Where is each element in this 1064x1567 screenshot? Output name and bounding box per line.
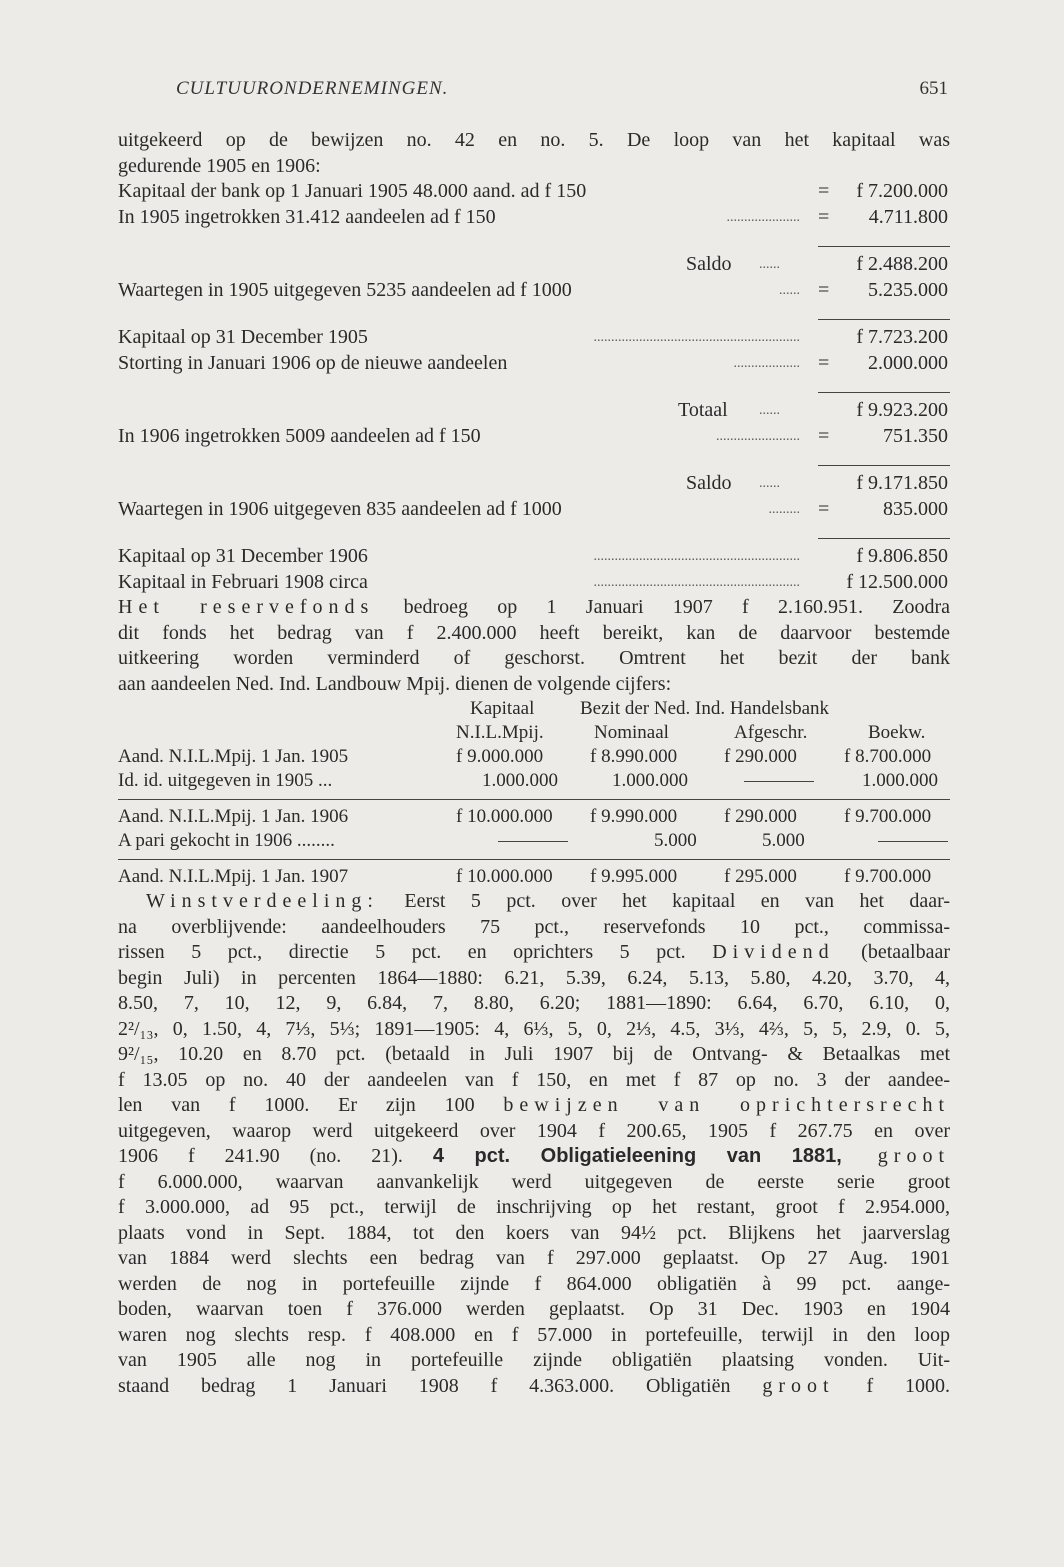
text-line xyxy=(118,1144,950,1170)
row-leader-dots: ........................................................... xyxy=(593,330,800,345)
table-header: Boekw. xyxy=(868,722,926,743)
table-cell: f 290.000 xyxy=(724,746,797,767)
table-cell: Aand. N.I.L.Mpij. 1 Jan. 1906 xyxy=(118,806,349,827)
rule-spacer xyxy=(118,230,950,252)
text-line: f 13.05 op no. 40 der aandeelen van f 150, en met f 87 op no. 3 der aandee- xyxy=(118,1068,950,1091)
text-line: 8.50, 7, 10, 12, 9, 6.84, 7, 8.80, 6.20; 1881—1890: 6.64, 6.70, 6.10, 0, xyxy=(118,992,950,1014)
capital-row xyxy=(118,179,950,205)
table-cell-dash xyxy=(878,829,948,853)
text-line: plaats vond in Sept. 1884, tot den koers van 94½ pct. Blijkens het jaarverslag xyxy=(118,1221,950,1244)
text-line: van 1905 alle nog in portefeuille zijnde obligatiën plaatsing vonden. Uit- xyxy=(118,1349,950,1371)
row-equals: = xyxy=(818,351,830,374)
row-equals: = xyxy=(818,497,830,520)
reserve-term: Het reservefonds xyxy=(118,596,375,618)
row-label: In 1906 ingetrokken 5009 aandeelen ad f 150 xyxy=(118,424,481,447)
table-cell: f 10.000.000 xyxy=(456,866,553,887)
text-span: f 1000. xyxy=(834,1374,950,1397)
row-value: f 2.488.200 xyxy=(856,253,948,275)
sum-rule xyxy=(818,465,950,466)
table-cell: f 9.700.000 xyxy=(844,806,932,827)
row-value: f 12.500.000 xyxy=(846,570,948,593)
rule-spacer xyxy=(118,522,950,544)
table-cell: f 290.000 xyxy=(724,806,797,827)
row-value: 5.235.000 xyxy=(868,278,948,301)
table-cell: 1.000.000 xyxy=(862,770,938,791)
row-label: Kapitaal op 31 December 1905 xyxy=(118,326,368,348)
table-cell: f 10.000.000 xyxy=(456,806,553,827)
row-leader-dots: ...... xyxy=(759,403,780,418)
table-cell: Aand. N.I.L.Mpij. 1 Jan. 1905 xyxy=(118,746,349,767)
row-leader-dots: ........................ xyxy=(716,428,800,444)
row-value: f 9.171.850 xyxy=(856,472,948,494)
capital-row xyxy=(118,398,950,424)
capital-row xyxy=(118,351,950,377)
loan-term: 4 pct. Obligatieleening van 1881, xyxy=(432,1145,842,1167)
dividend-term: Dividend xyxy=(712,941,835,963)
table-rule-row xyxy=(118,793,950,805)
table-cell: f 9.990.000 xyxy=(590,806,678,827)
text-span: 1906 f 241.90 (no. 21). xyxy=(118,1145,433,1167)
table-cell: 5.000 xyxy=(654,830,697,851)
text-span: (betaalbaar xyxy=(834,941,950,963)
table-rule xyxy=(118,799,950,800)
table-header-row xyxy=(118,721,950,745)
table-header: Bezit der Ned. Ind. Handelsbank xyxy=(580,698,830,719)
text-span: staand bedrag 1 Januari 1908 f 4.363.000. Obligatiën xyxy=(118,1374,763,1397)
capital-row xyxy=(118,278,950,304)
text-line: 9²/₁₅, 10.20 en 8.70 pct. (betaald in Juli 1907 bij de Ontvang- & Betaalkas met xyxy=(118,1043,950,1065)
text-span: bedroeg op 1 Januari 1907 f 2.160.951. Zoodra xyxy=(374,596,950,618)
row-label: Kapitaal der bank op 1 Januari 1905 48.000 aand. ad f 150 xyxy=(118,180,587,202)
capital-row xyxy=(118,471,950,497)
capital-row xyxy=(118,424,950,450)
row-leader-dots: ........................................................... xyxy=(593,549,800,564)
capital-row xyxy=(118,325,950,351)
capital-row xyxy=(118,544,950,570)
row-equals: = xyxy=(818,424,830,447)
row-leader-dots: ...... xyxy=(759,476,780,491)
row-label: Saldo xyxy=(686,472,732,494)
row-leader-dots: ...... xyxy=(759,257,780,272)
table-row xyxy=(118,805,950,829)
table-header-row xyxy=(118,697,950,721)
row-label: Kapitaal op 31 December 1906 xyxy=(118,545,368,567)
text-span: len van f 1000. Er zijn 100 xyxy=(118,1094,504,1116)
row-equals: = xyxy=(818,205,830,228)
text-span: rissen 5 pct., directie 5 pct. en oprichters 5 pct. xyxy=(118,941,713,963)
running-title: CULTUURONDERNEMINGEN. xyxy=(176,78,449,99)
table-header: Afgeschr. xyxy=(734,722,808,743)
text-line xyxy=(118,1093,950,1119)
rule-spacer xyxy=(118,449,950,471)
row-value: 4.711.800 xyxy=(868,205,948,228)
holdings-table xyxy=(118,697,950,889)
row-leader-dots: ......... xyxy=(768,501,800,517)
text-line: boden, waarvan toen f 376.000 werden geplaatst. Op 31 Dec. 1903 en 1904 xyxy=(118,1298,950,1320)
table-cell: f 8.700.000 xyxy=(844,746,932,767)
row-label: In 1905 ingetrokken 31.412 aandeelen ad f 150 xyxy=(118,205,496,228)
row-leader-dots: ................... xyxy=(733,355,800,371)
text-line xyxy=(118,889,950,915)
text-line: 2²/₁₃, 0, 1.50, 4, 7⅓, 5⅓; 1891—1905: 4, 6⅓, 5, 0, 2⅓, 4.5, 3⅓, 4⅔, 5, 5, 2.9, 0. 5, xyxy=(118,1017,950,1040)
table-cell-dash xyxy=(498,829,568,853)
row-label: Saldo xyxy=(686,253,732,275)
row-leader-dots: ...... xyxy=(779,282,800,298)
row-equals: = xyxy=(818,278,830,301)
table-rule xyxy=(118,859,950,860)
sum-rule xyxy=(818,392,950,393)
text-line xyxy=(118,595,950,621)
row-label: Waartegen in 1905 uitgegeven 5235 aandeelen ad f 1000 xyxy=(118,278,572,301)
capital-row xyxy=(118,570,950,596)
text-line: waren nog slechts resp. f 408.000 en f 57.000 in portefeuille, terwijl in den loop xyxy=(118,1323,950,1346)
row-leader-dots: ..................... xyxy=(726,209,800,225)
table-row xyxy=(118,829,950,853)
capital-row xyxy=(118,252,950,278)
table-rule-row xyxy=(118,853,950,865)
text-line: f 3.000.000, ad 95 pct., terwijl de inschrijving op het restant, groot f 2.954.000, xyxy=(118,1196,950,1218)
text-line: gedurende 1905 en 1906: xyxy=(118,154,321,177)
row-label: Kapitaal in Februari 1908 circa xyxy=(118,570,368,593)
table-row xyxy=(118,769,950,793)
table-cell: A pari gekocht in 1906 ........ xyxy=(118,830,335,851)
row-value: f 9.923.200 xyxy=(856,399,948,421)
table-header: N.I.L.Mpij. xyxy=(456,722,544,743)
table-row xyxy=(118,745,950,769)
text-line xyxy=(118,1374,950,1400)
table-cell: f 9.995.000 xyxy=(590,866,678,887)
row-value: f 9.806.850 xyxy=(856,545,948,567)
table-row xyxy=(118,865,950,889)
table-cell: f 9.700.000 xyxy=(844,866,932,887)
table-cell: Id. id. uitgegeven in 1905 ... xyxy=(118,770,333,791)
text-line: uitgegeven, waarop werd uitgekeerd over 1904 f 200.65, 1905 f 267.75 en over xyxy=(118,1119,950,1142)
capital-row xyxy=(118,497,950,523)
row-value: f 7.200.000 xyxy=(856,180,948,202)
sum-rule xyxy=(818,319,950,320)
page-header xyxy=(118,78,948,106)
page-number: 651 xyxy=(919,78,948,99)
row-value: f 7.723.200 xyxy=(856,326,948,348)
table-cell: f 8.990.000 xyxy=(590,746,678,767)
capital-row xyxy=(118,205,950,231)
row-equals: = xyxy=(818,180,830,202)
row-leader-dots: ........................................................... xyxy=(593,574,800,590)
row-label: Storting in Januari 1906 op de nieuwe aandeelen xyxy=(118,351,508,374)
text-span: groot xyxy=(841,1145,950,1167)
text-line: aan aandeelen Ned. Ind. Landbouw Mpij. dienen de volgende cijfers: xyxy=(118,672,672,695)
text-line: na overblijvende: aandeelhouders 75 pct., reservefonds 10 pct., commissa- xyxy=(118,915,950,938)
row-label: Totaal xyxy=(678,399,728,421)
sum-rule xyxy=(818,246,950,247)
table-cell: f 9.000.000 xyxy=(456,746,544,767)
table-cell-dash xyxy=(744,769,814,793)
rule-spacer xyxy=(118,303,950,325)
row-label: Waartegen in 1906 uitgegeven 835 aandeelen ad f 1000 xyxy=(118,497,562,520)
table-cell: 1.000.000 xyxy=(612,770,688,791)
text-line xyxy=(118,940,950,966)
text-line: uitkeering worden verminderd of geschorst. Omtrent het bezit der bank xyxy=(118,647,950,669)
groot-term: groot xyxy=(762,1374,835,1397)
table-cell: 1.000.000 xyxy=(482,770,558,791)
text-line: werden de nog in portefeuille zijnde f 864.000 obligatiën à 99 pct. aange- xyxy=(118,1272,950,1295)
text-line: f 6.000.000, waarvan aanvankelijk werd uitgegeven de eerste serie groot xyxy=(118,1170,950,1193)
rule-spacer xyxy=(118,376,950,398)
text-line: begin Juli) in percenten 1864—1880: 6.21, 5.39, 6.24, 5.13, 5.80, 4.20, 3.70, 4, xyxy=(118,966,950,989)
row-value: 835.000 xyxy=(883,497,948,520)
text-line: van 1884 werd slechts een bedrag van f 297.000 geplaatst. Op 27 Aug. 1901 xyxy=(118,1247,950,1269)
table-cell: Aand. N.I.L.Mpij. 1 Jan. 1907 xyxy=(118,866,349,887)
text-line: dit fonds het bedrag van f 2.400.000 heeft bereikt, kan de daarvoor bestemde xyxy=(118,621,950,644)
row-value: 2.000.000 xyxy=(868,351,948,374)
table-cell: 5.000 xyxy=(762,830,805,851)
text-line: uitgekeerd op de bewijzen no. 42 en no. 5. De loop van het kapitaal was xyxy=(118,129,950,151)
sum-rule xyxy=(818,538,950,539)
row-value: 751.350 xyxy=(883,424,948,447)
table-cell: f 295.000 xyxy=(724,866,797,887)
profit-term: Winstverdeeling: xyxy=(146,890,379,912)
text-span: Eerst 5 pct. over het kapitaal en van het daar- xyxy=(378,890,950,912)
founders-term: bewijzen van oprichtersrecht xyxy=(503,1094,950,1116)
table-header: Nominaal xyxy=(594,722,669,743)
table-header: Kapitaal xyxy=(470,698,535,719)
page-body xyxy=(118,128,950,1399)
